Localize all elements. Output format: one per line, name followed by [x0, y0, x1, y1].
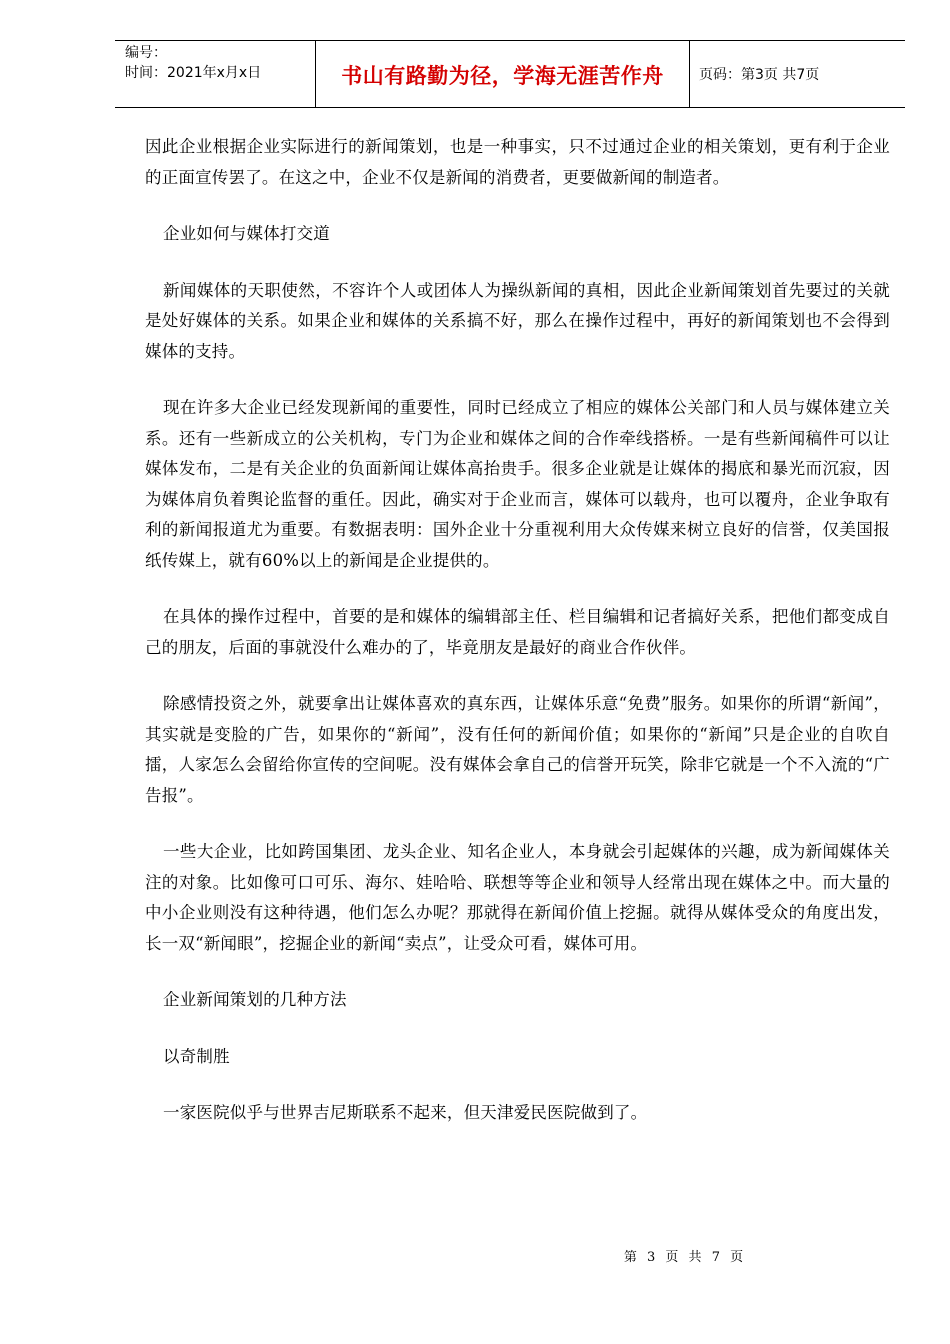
paragraph: 现在许多大企业已经发现新闻的重要性，同时已经成立了相应的媒体公关部门和人员与媒体建立关系。还有一些新成立的公关机构，专门为企业和媒体之间的合作牵线搭桥。一是有些新闻稿件可以让媒体发布，二是有关企业的负面新闻让媒体高抬贵手。很多企业就是让媒体的揭底和暴光而沉寂，因为媒体肩负着舆论监督的重任。因此，确实对于企业而言，媒体可以载舟，也可以覆舟，企业争取有利的新闻报道尤为重要。有数据表明：国外企业十分重视利用大众传媒来树立良好的信誉，仅美国报纸传媒上，就有60%以上的新闻是企业提供的。 [145, 398, 890, 570]
section-heading: 企业如何与媒体打交道 [163, 224, 330, 243]
paragraph: 一些大企业，比如跨国集团、龙头企业、知名企业人，本身就会引起媒体的兴趣，成为新闻媒体关注的对象。比如像可口可乐、海尔、娃哈哈、联想等等企业和领导人经常出现在媒体之中。而大量的中小企业则没有这种待遇，他们怎么办呢？那就得在新闻价值上挖掘。就得从媒体受众的角度出发，长一双“新闻眼”，挖掘企业的新闻“卖点”，让受众可看，媒体可用。 [145, 842, 890, 953]
header-page-cell [690, 41, 905, 107]
document-body [145, 132, 890, 1155]
paragraph: 因此企业根据企业实际进行的新闻策划，也是一种事实，只不过通过企业的相关策划，更有利于企业的正面宣传罢了。在这之中，企业不仅是新闻的消费者，更要做新闻的制造者。 [145, 137, 890, 187]
motto-text: 书山有路勤为径，学海无涯苦作舟 [341, 64, 664, 88]
number-label: 编号： [125, 45, 167, 61]
paragraph: 除感情投资之外，就要拿出让媒体喜欢的真东西，让媒体乐意“免费”服务。如果你的所谓“新闻”，其实就是变脸的广告，如果你的“新闻”，没有任何的新闻价值；如果你的“新闻”只是企业的自吹自擂，人家怎么会留给你宣传的空间呢。没有媒体会拿自己的信誉开玩笑，除非它就是一个不入流的“广告报”。 [145, 694, 890, 805]
header-meta-cell [115, 41, 316, 107]
time-label: 时间：2021年x月x日 [125, 65, 262, 81]
paragraph: 在具体的操作过程中，首要的是和媒体的编辑部主任、栏目编辑和记者搞好关系，把他们都变成自己的朋友，后面的事就没什么难办的了，毕竟朋友是最好的商业合作伙伴。 [145, 607, 890, 657]
footer-page-number: 第 3 页 共 7 页 [623, 1250, 747, 1265]
page-footer [0, 1246, 950, 1265]
page-info: 页码：第3页 共7页 [699, 67, 820, 83]
paragraph: 新闻媒体的天职使然，不容许个人或团体人为操纵新闻的真相，因此企业新闻策划首先要过的关就是处好媒体的关系。如果企业和媒体的关系搞不好，那么在操作过程中，再好的新闻策划也不会得到媒体的支持。 [145, 280, 890, 361]
subsection-heading: 以奇制胜 [163, 1046, 230, 1066]
header-motto-cell [316, 41, 690, 107]
page-header [115, 40, 905, 108]
paragraph: 一家医院似乎与世界吉尼斯联系不起来，但天津爱民医院做到了。 [163, 1103, 648, 1122]
section-heading: 企业新闻策划的几种方法 [163, 990, 347, 1009]
